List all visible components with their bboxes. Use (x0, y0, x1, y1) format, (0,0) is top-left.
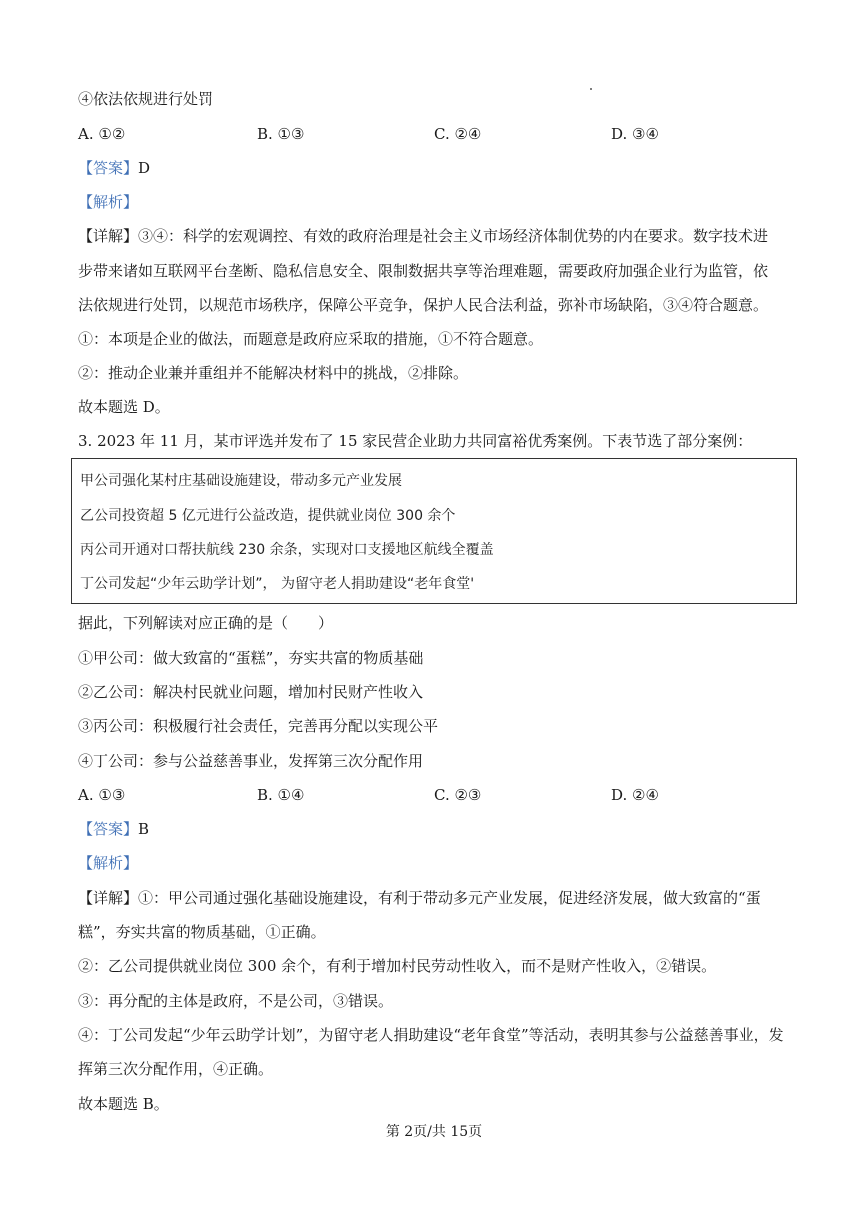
q3-stem: 3. 2023 年 11 月，某市评选并发布了 15 家民营企业助力共同富裕优秀案例。下表节选了部分案例： (78, 432, 753, 450)
prev-option-d: D. ③④ (611, 125, 659, 143)
q3-note-3: ④：丁公司发起“少年云助学计划”，为留守老人捐助建设“老年食堂”等活动，表明其参与公益慈善事业，发 (78, 1026, 784, 1044)
case-row-4: 丁公司发起“少年云助学计划”， 为留守老人捐助建设“老年食堂' (80, 576, 475, 592)
prev-detail-line-3: 法依规进行处罚，以规范市场秩序，保障公平竞争，保护人民合法利益，弥补市场缺陷，③④符合题意。 (78, 296, 769, 314)
prev-note-2: ②：推动企业兼并重组并不能解决材料中的挑战，②排除。 (78, 364, 469, 382)
q3-option-a: A. ①③ (78, 786, 126, 804)
case-row-1: 甲公司强化某村庄基础设施建设，带动多元产业发展 (80, 473, 402, 489)
q3-detail-line-2: 糕”，夯实共富的物质基础，①正确。 (78, 923, 326, 941)
prev-answer (78, 158, 150, 178)
detail-tag: 【详解】 (78, 889, 139, 907)
prev-option-b: B. ①③ (257, 125, 305, 143)
q3-option-c: C. ②③ (434, 786, 482, 804)
prev-detail-line-2: 步带来诸如互联网平台垄断、隐私信息安全、限制数据共享等治理难题，需要政府加强企业行为监管，依 (78, 262, 769, 280)
q3-note-2: ③：再分配的主体是政府，不是公司，③错误。 (78, 992, 394, 1010)
prev-conclusion: 故本题选 D。 (78, 398, 170, 416)
answer-value: D (138, 159, 151, 177)
q3-note-4: 挥第三次分配作用，④正确。 (78, 1060, 274, 1078)
q3-option-b: B. ①④ (257, 786, 305, 804)
case-row-2: 乙公司投资超 5 亿元进行公益改造，提供就业岗位 300 余个 (80, 508, 456, 524)
prev-item-4: ④依法依规进行处罚 (78, 90, 214, 108)
prev-note-1: ①：本项是企业的做法，而题意是政府应采取的措施，①不符合题意。 (78, 330, 544, 348)
q3-item-3: ③丙公司：积极履行社会责任，完善再分配以实现公平 (78, 717, 439, 735)
case-row-3: 丙公司开通对口帮扶航线 230 余条，实现对口支援地区航线全覆盖 (80, 542, 494, 558)
q3-note-1: ②：乙公司提供就业岗位 300 余个，有利于增加村民劳动性收入，而不是财产性收入，②错误。 (78, 957, 717, 975)
q3-conclusion: 故本题选 B。 (78, 1095, 169, 1113)
q3-item-1: ①甲公司：做大致富的“蛋糕”，夯实共富的物质基础 (78, 649, 424, 667)
detail-tag: 【详解】 (78, 227, 139, 245)
prev-option-a: A. ①② (78, 125, 126, 143)
q3-item-4: ④丁公司：参与公益慈善事业，发挥第三次分配作用 (78, 752, 424, 770)
prev-detail-line-1 (78, 226, 768, 246)
q3-prompt: 据此，下列解读对应正确的是（ ） (78, 614, 334, 632)
answer-tag: 【答案】 (78, 159, 139, 177)
q3-option-d: D. ②④ (611, 786, 659, 804)
prev-option-c: C. ②④ (434, 125, 482, 143)
page-footer: 第 2页/共 15页 (385, 1124, 483, 1140)
case-table (71, 458, 797, 604)
q3-analysis-tag: 【解析】 (78, 854, 139, 872)
answer-tag: 【答案】 (78, 820, 139, 838)
q3-detail-line-1 (78, 888, 761, 908)
q3-answer (78, 819, 149, 839)
q3-item-2: ②乙公司：解决村民就业问题，增加村民财产性收入 (78, 683, 424, 701)
stray-dot (590, 88, 592, 90)
detail-text: ①：甲公司通过强化基础设施建设，有利于带动多元产业发展，促进经济发展，做大致富的“蛋 (138, 889, 761, 907)
prev-analysis-tag: 【解析】 (78, 193, 139, 211)
answer-value: B (138, 820, 150, 838)
detail-text: ③④：科学的宏观调控、有效的政府治理是社会主义市场经济体制优势的内在要求。数字技术进 (138, 227, 769, 245)
